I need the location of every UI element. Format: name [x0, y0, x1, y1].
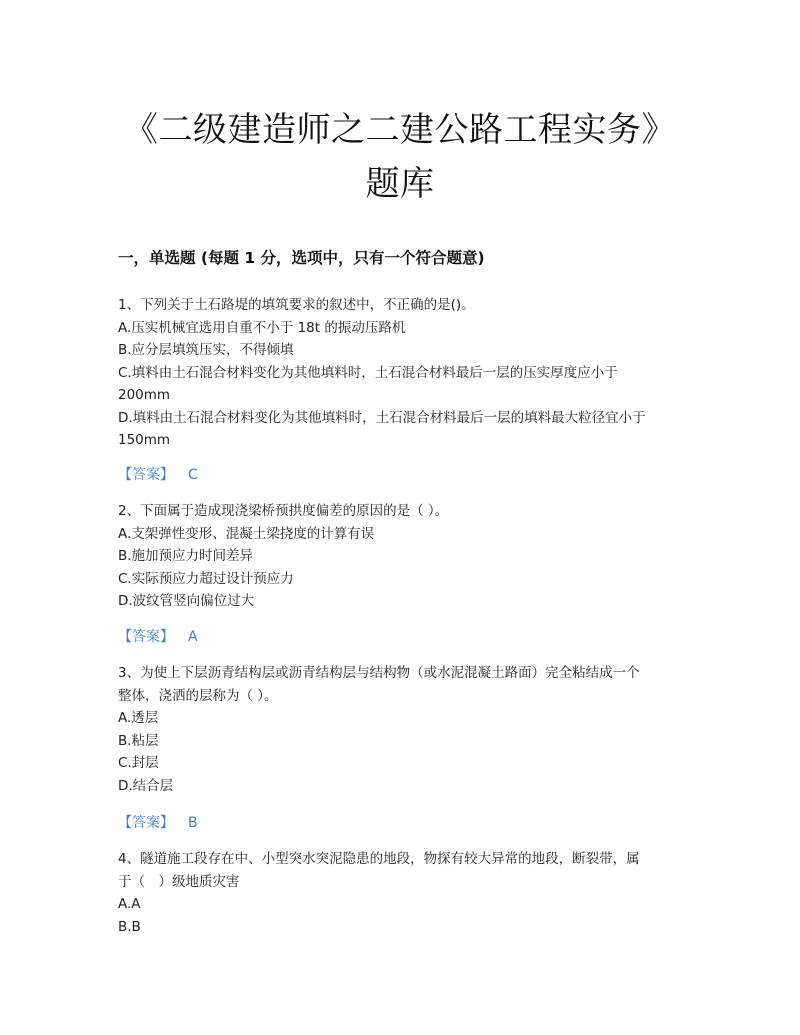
question-2	[118, 500, 688, 613]
question-4-option-a: A.A	[118, 896, 141, 912]
question-4-stem: 4、隧道施工段存在中、小型突水突泥隐患的地段，物探有较大异常的地段，断裂带，属	[118, 851, 640, 867]
question-3-option-d: D.结合层	[118, 777, 174, 794]
document-title: 《二级建造师之二建公路工程实务》	[124, 110, 676, 150]
question-2-answer	[118, 626, 198, 648]
answer-label: 【答案】	[118, 815, 174, 831]
question-1-option-c-cont: 200mm	[118, 387, 171, 403]
question-3-option-c: C.封层	[118, 755, 159, 771]
question-1-answer	[118, 464, 198, 486]
question-3-stem-cont: 整体，浇洒的层称为（ ）。	[118, 687, 278, 704]
question-2-stem: 2、下面属于造成现浇梁桥预拱度偏差的原因的是（ ）。	[118, 503, 449, 519]
question-1-option-b: B.应分层填筑压实，不得倾填	[118, 342, 294, 358]
question-1-option-c: C.填料由土石混合材料变化为其他填料时，土石混合材料最后一层的压实厚度应小于	[118, 364, 618, 381]
question-3-option-b: B.粘层	[118, 732, 159, 749]
question-4-option-b: B.B	[118, 918, 141, 935]
answer-value: C	[188, 467, 198, 483]
answer-label: 【答案】	[118, 467, 174, 483]
answer-value: A	[188, 629, 198, 645]
question-4-stem-cont: 于（ ）级地质灾害	[118, 873, 240, 890]
document-subtitle: 题库	[365, 164, 435, 204]
question-2-option-b: B.施加预应力时间差异	[118, 548, 254, 564]
question-3-option-a: A.透层	[118, 710, 159, 726]
question-3-stem: 3、为使上下层沥青结构层或沥青结构层与结构物（或水泥混凝土路面）完全粘结成一个	[118, 665, 640, 681]
question-4	[118, 848, 688, 938]
answer-value: B	[188, 815, 198, 831]
question-2-option-c: C.实际预应力超过设计预应力	[118, 570, 294, 587]
question-1-stem: 1、下列关于土石路堤的填筑要求的叙述中，不正确的是()。	[118, 297, 475, 313]
answer-label: 【答案】	[118, 629, 174, 645]
question-2-option-a: A.支架弹性变形、混凝土梁挠度的计算有误	[118, 525, 375, 542]
question-3-answer	[118, 812, 198, 834]
question-1-option-d: D.填料由土石混合材料变化为其他填料时，土石混合材料最后一层的填料最大粒径宜小于	[118, 409, 646, 426]
section-heading: 一，单选题 (每题 1 分，选项中，只有一个符合题意)	[118, 249, 485, 267]
question-1-option-d-cont: 150mm	[118, 432, 171, 448]
question-1-option-a: A.压实机械宜选用自重不小于 18t 的振动压路机	[118, 319, 406, 336]
question-2-option-d: D.波纹管竖向偏位过大	[118, 593, 255, 609]
question-1	[118, 294, 688, 452]
question-3	[118, 662, 688, 797]
